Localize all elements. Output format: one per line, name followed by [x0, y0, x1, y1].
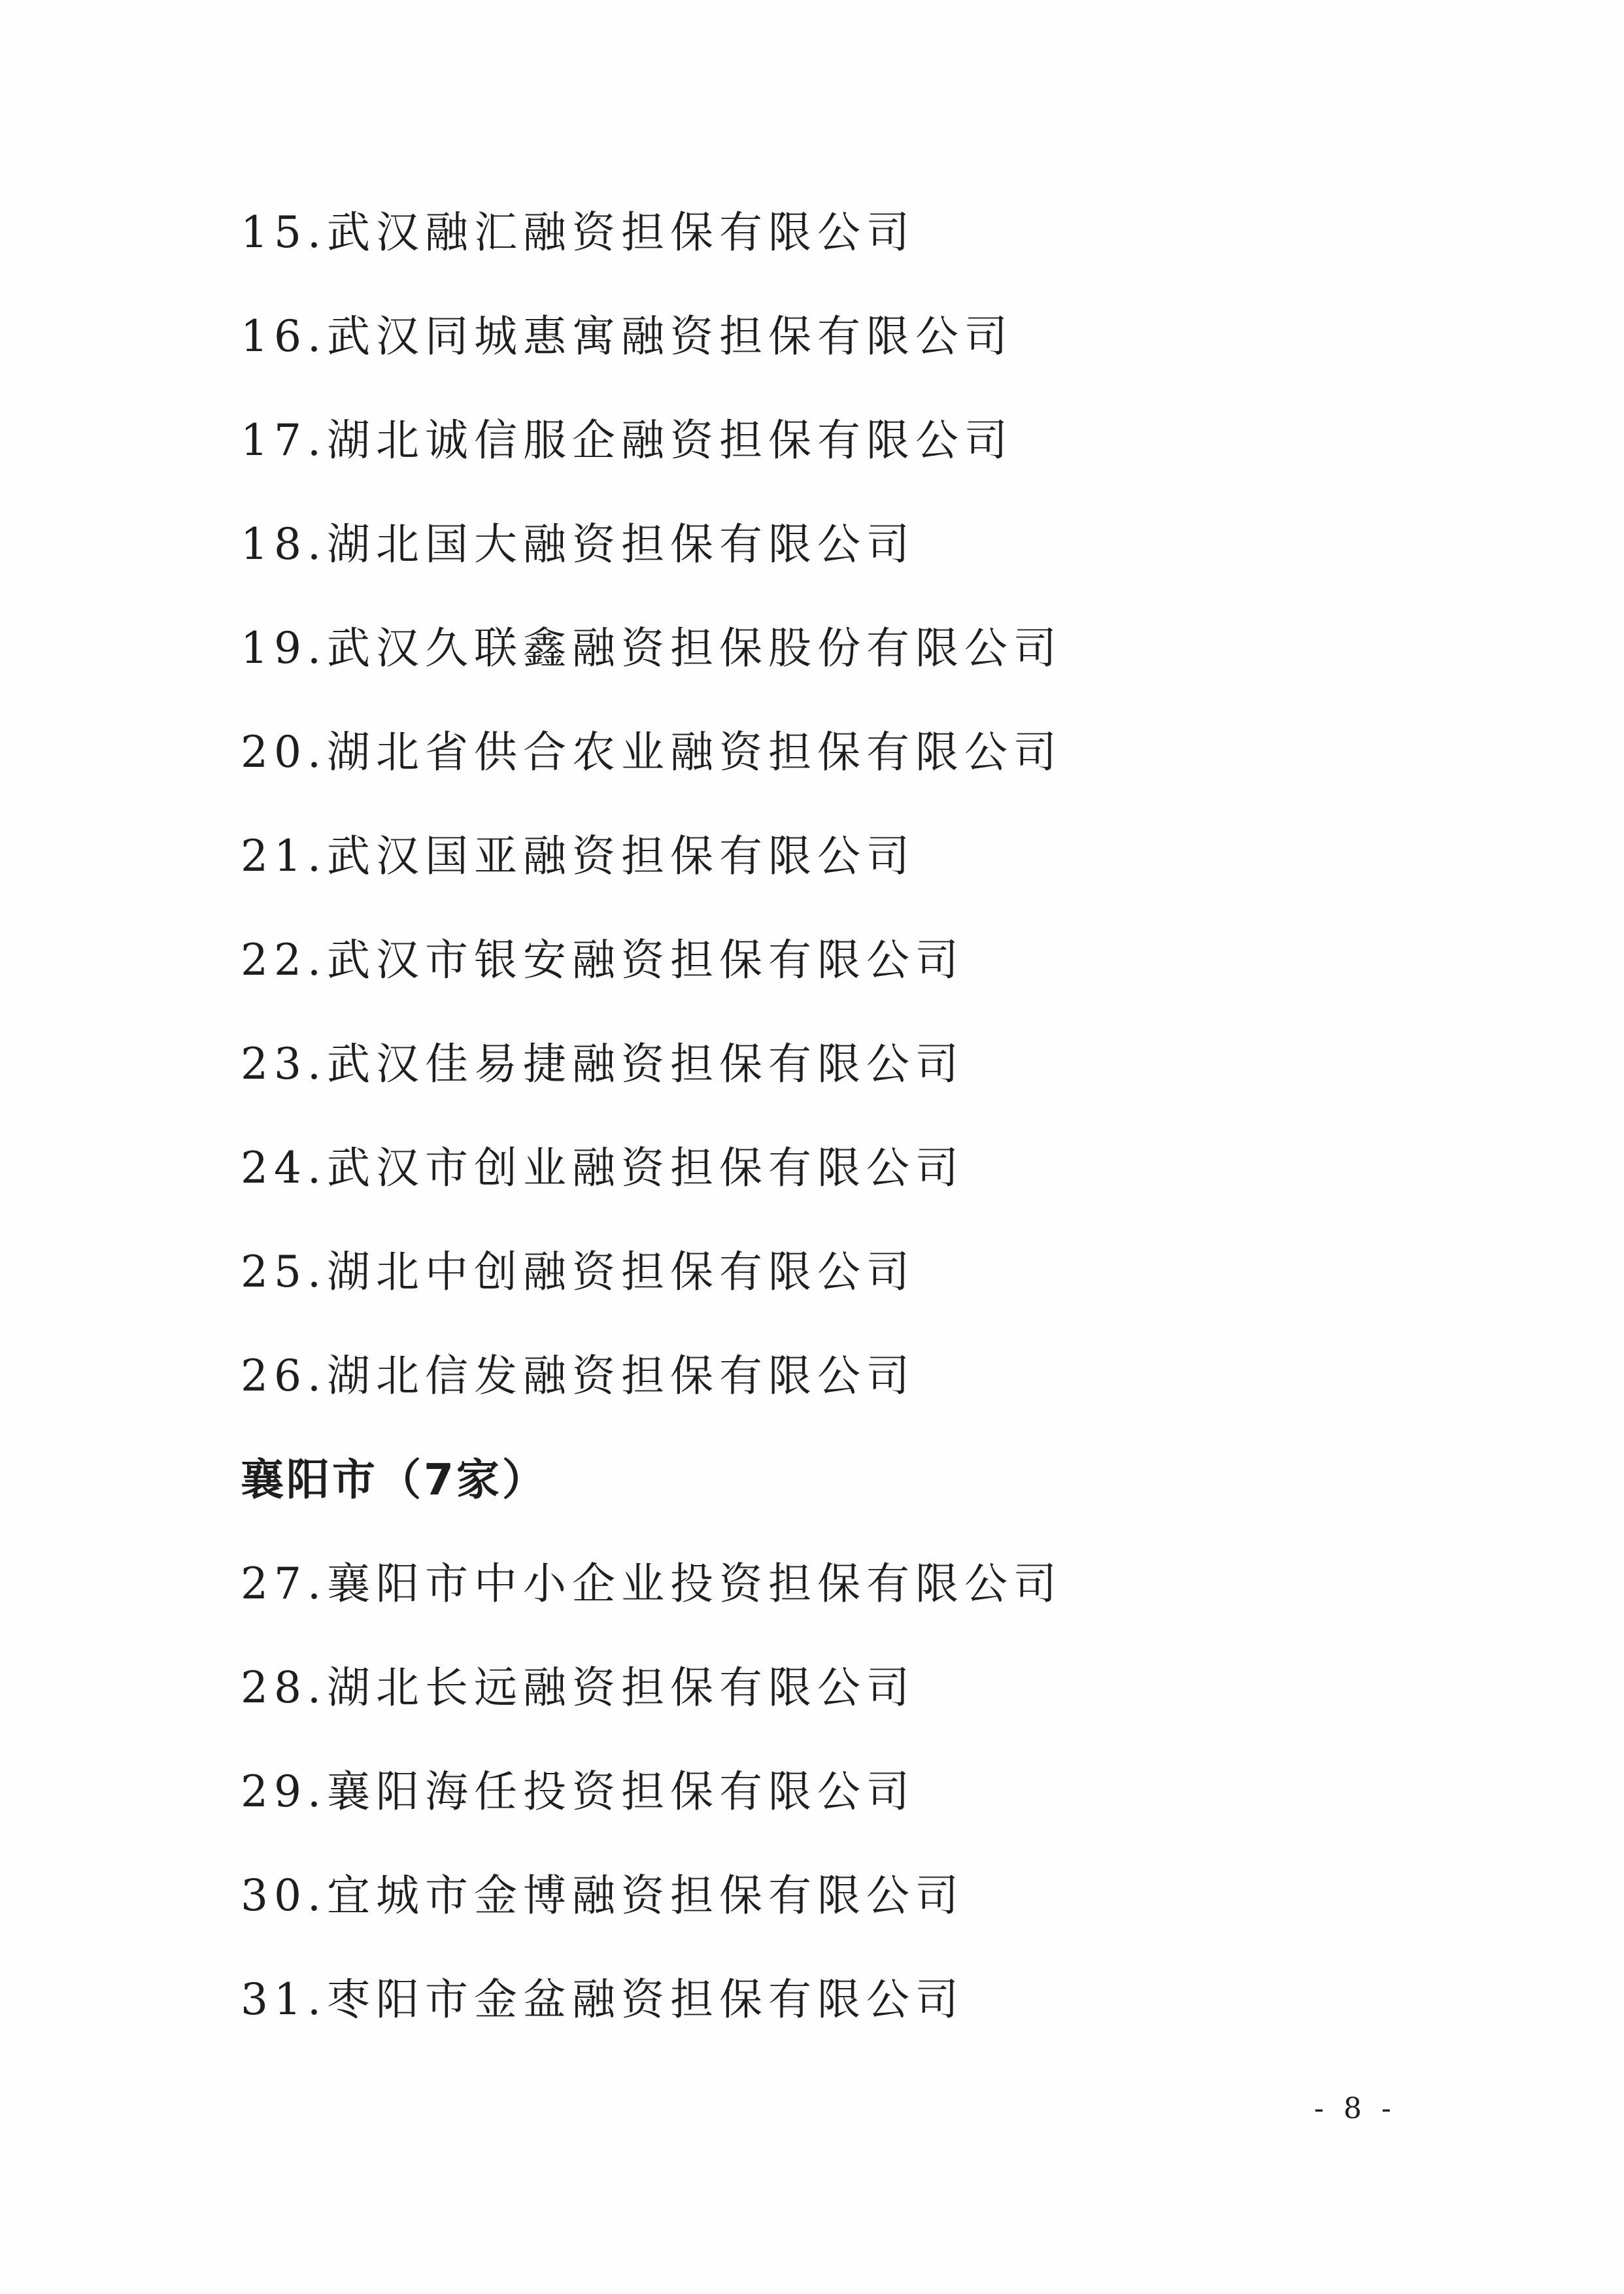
section-heading: 襄阳市（7家） [241, 1455, 548, 1505]
list-item: 28.湖北长远融资担保有限公司 [241, 1662, 915, 1713]
list-item: 19.武汉久联鑫融资担保股份有限公司 [241, 623, 1062, 673]
list-item: 18.湖北国大融资担保有限公司 [241, 519, 915, 569]
company-list [241, 196, 1483, 2067]
list-item: 22.武汉市银安融资担保有限公司 [241, 935, 964, 985]
list-item: 25.湖北中创融资担保有限公司 [241, 1247, 915, 1297]
list-item: 21.武汉国亚融资担保有限公司 [241, 831, 915, 881]
list-item: 17.湖北诚信服企融资担保有限公司 [241, 415, 1013, 465]
list-item: 23.武汉佳易捷融资担保有限公司 [241, 1039, 964, 1089]
list-item: 29.襄阳海任投资担保有限公司 [241, 1766, 915, 1817]
page-number: - 8 - [1314, 2092, 1396, 2125]
list-item: 24.武汉市创业融资担保有限公司 [241, 1143, 964, 1193]
list-item: 27.襄阳市中小企业投资担保有限公司 [241, 1559, 1062, 1609]
list-item: 31.枣阳市金盆融资担保有限公司 [241, 1974, 964, 2025]
list-item: 16.武汉同城惠寓融资担保有限公司 [241, 311, 1013, 362]
list-item: 20.湖北省供合农业融资担保有限公司 [241, 727, 1062, 777]
list-item: 30.宜城市金博融资担保有限公司 [241, 1870, 964, 1921]
list-item: 26.湖北信发融资担保有限公司 [241, 1351, 915, 1401]
list-item: 15.武汉融汇融资担保有限公司 [241, 207, 915, 258]
